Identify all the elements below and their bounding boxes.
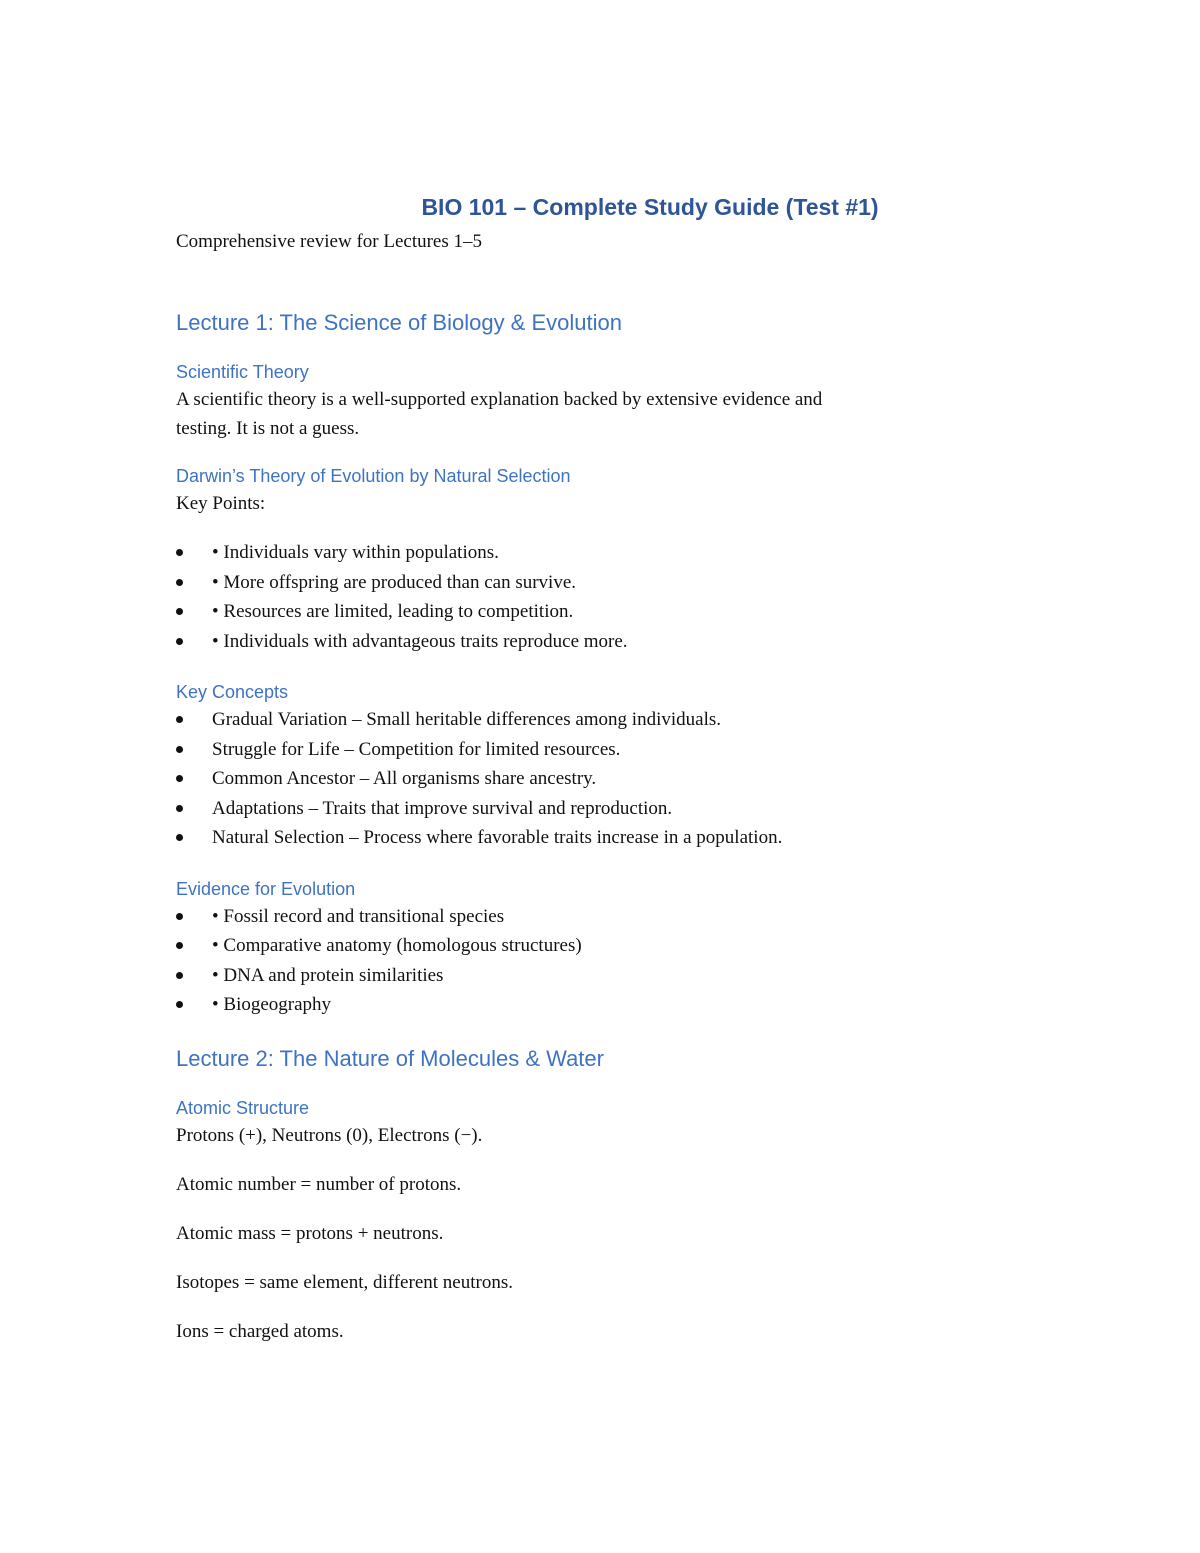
darwin-points-list bbox=[176, 538, 1026, 656]
bullet-icon bbox=[176, 942, 183, 949]
bullet-icon bbox=[176, 579, 183, 586]
scientific-theory-line-2: testing. It is not a guess. bbox=[176, 418, 360, 439]
list-item bbox=[176, 931, 1026, 961]
bullet-icon bbox=[176, 1001, 183, 1008]
list-item bbox=[176, 823, 1026, 853]
scientific-theory-line-1: A scientific theory is a well-supported explanation backed by extensive evidence and bbox=[176, 389, 823, 410]
atomic-paragraph: Ions = charged atoms. bbox=[176, 1320, 344, 1342]
atomic-paragraph: Atomic mass = protons + neutrons. bbox=[176, 1222, 444, 1244]
atomic-structure-heading: Atomic Structure bbox=[176, 1097, 310, 1118]
list-item bbox=[176, 961, 1026, 991]
list-item-text: • DNA and protein similarities bbox=[212, 964, 444, 986]
list-item bbox=[176, 990, 1026, 1020]
list-item bbox=[176, 568, 1026, 598]
page-title: BIO 101 – Complete Study Guide (Test #1) bbox=[421, 194, 879, 220]
list-item-text: • Biogeography bbox=[212, 994, 332, 1015]
list-item bbox=[176, 705, 1026, 735]
lecture-1-heading: Lecture 1: The Science of Biology & Evolution bbox=[176, 310, 622, 335]
list-item-text: • Comparative anatomy (homologous structures) bbox=[212, 935, 582, 956]
list-item-text: Gradual Variation – Small heritable differences among individuals. bbox=[212, 709, 721, 730]
page-subtitle: Comprehensive review for Lectures 1–5 bbox=[176, 231, 483, 252]
key-concepts-heading: Key Concepts bbox=[176, 682, 289, 702]
scientific-theory-heading: Scientific Theory bbox=[176, 362, 309, 382]
bullet-icon bbox=[176, 716, 183, 723]
list-item bbox=[176, 764, 1026, 794]
darwin-heading: Darwin’s Theory of Evolution by Natural Selection bbox=[176, 466, 571, 486]
bullet-icon bbox=[176, 549, 183, 556]
bullet-icon bbox=[176, 913, 183, 920]
bullet-icon bbox=[176, 638, 183, 645]
darwin-intro: Key Points: bbox=[176, 493, 266, 514]
list-item-text: Common Ancestor – All organisms share ancestry. bbox=[212, 768, 597, 789]
key-concepts-list bbox=[176, 705, 1026, 853]
bullet-icon bbox=[176, 775, 183, 782]
bullet-icon bbox=[176, 746, 183, 753]
evidence-heading: Evidence for Evolution bbox=[176, 878, 356, 899]
list-item-text: • Resources are limited, leading to competition. bbox=[212, 601, 574, 622]
evidence-list bbox=[176, 902, 1026, 1020]
bullet-icon bbox=[176, 972, 183, 979]
atomic-paragraph: Isotopes = same element, different neutrons. bbox=[176, 1271, 513, 1293]
list-item-text: • Individuals vary within populations. bbox=[212, 542, 499, 563]
list-item-text: • Fossil record and transitional species bbox=[212, 905, 505, 927]
list-item bbox=[176, 735, 1026, 765]
bullet-icon bbox=[176, 608, 183, 615]
bullet-icon bbox=[176, 805, 183, 812]
list-item bbox=[176, 794, 1026, 824]
lecture-2-heading: Lecture 2: The Nature of Molecules & Water bbox=[176, 1045, 604, 1071]
atomic-paragraph: Protons (+), Neutrons (0), Electrons (−). bbox=[176, 1124, 483, 1146]
document-content bbox=[176, 190, 1026, 1346]
list-item bbox=[176, 538, 1026, 568]
list-item-text: • Individuals with advantageous traits reproduce more. bbox=[212, 630, 628, 652]
bullet-icon bbox=[176, 834, 183, 841]
list-item bbox=[176, 597, 1026, 627]
list-item-text: Adaptations – Traits that improve survival and reproduction. bbox=[212, 797, 673, 819]
atomic-paragraph: Atomic number = number of protons. bbox=[176, 1173, 462, 1195]
list-item-text: Natural Selection – Process where favorable traits increase in a population. bbox=[212, 827, 783, 848]
list-item-text: Struggle for Life – Competition for limited resources. bbox=[212, 738, 621, 760]
list-item-text: • More offspring are produced than can survive. bbox=[212, 571, 577, 593]
list-item bbox=[176, 902, 1026, 932]
list-item bbox=[176, 627, 1026, 657]
